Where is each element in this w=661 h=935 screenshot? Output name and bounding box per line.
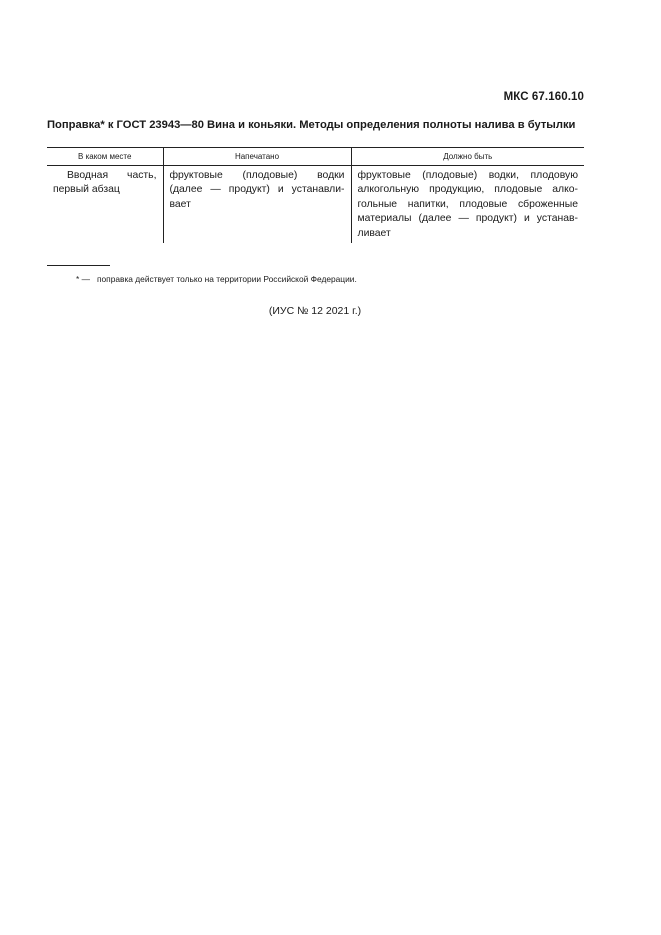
cell-printed: фруктовые (плодовые) водки (далее — продукт) и устанавли-вает	[163, 166, 351, 244]
column-header-should-be: Должно быть	[351, 148, 584, 166]
footnote	[76, 274, 357, 284]
classification-code: МКС 67.160.10	[503, 91, 584, 103]
footnote-divider	[47, 265, 110, 266]
column-header-place: В каком месте	[47, 148, 163, 166]
table-header-row	[47, 148, 584, 166]
cell-place: Вводная часть, первый абзац	[53, 170, 157, 196]
issue-reference: (ИУС № 12 2021 г.)	[268, 305, 362, 317]
correction-table	[47, 147, 584, 243]
cell-should-be: фруктовые (плодовые) водки, плодовую алкогольную продукцию, плодовые алко-гольные напитки, плодовые сброженные материалы (далее — продукт) и устанав-ливает	[351, 166, 584, 244]
column-header-printed: Напечатано	[163, 148, 351, 166]
document-title: Поправка* к ГОСТ 23943—80 Вина и коньяки. Методы определения полноты налива в бутылки	[47, 119, 576, 131]
table-row	[47, 166, 584, 244]
footnote-text: поправка действует только на территории Российской Федерации.	[96, 274, 357, 284]
footnote-mark: * —	[76, 274, 90, 284]
